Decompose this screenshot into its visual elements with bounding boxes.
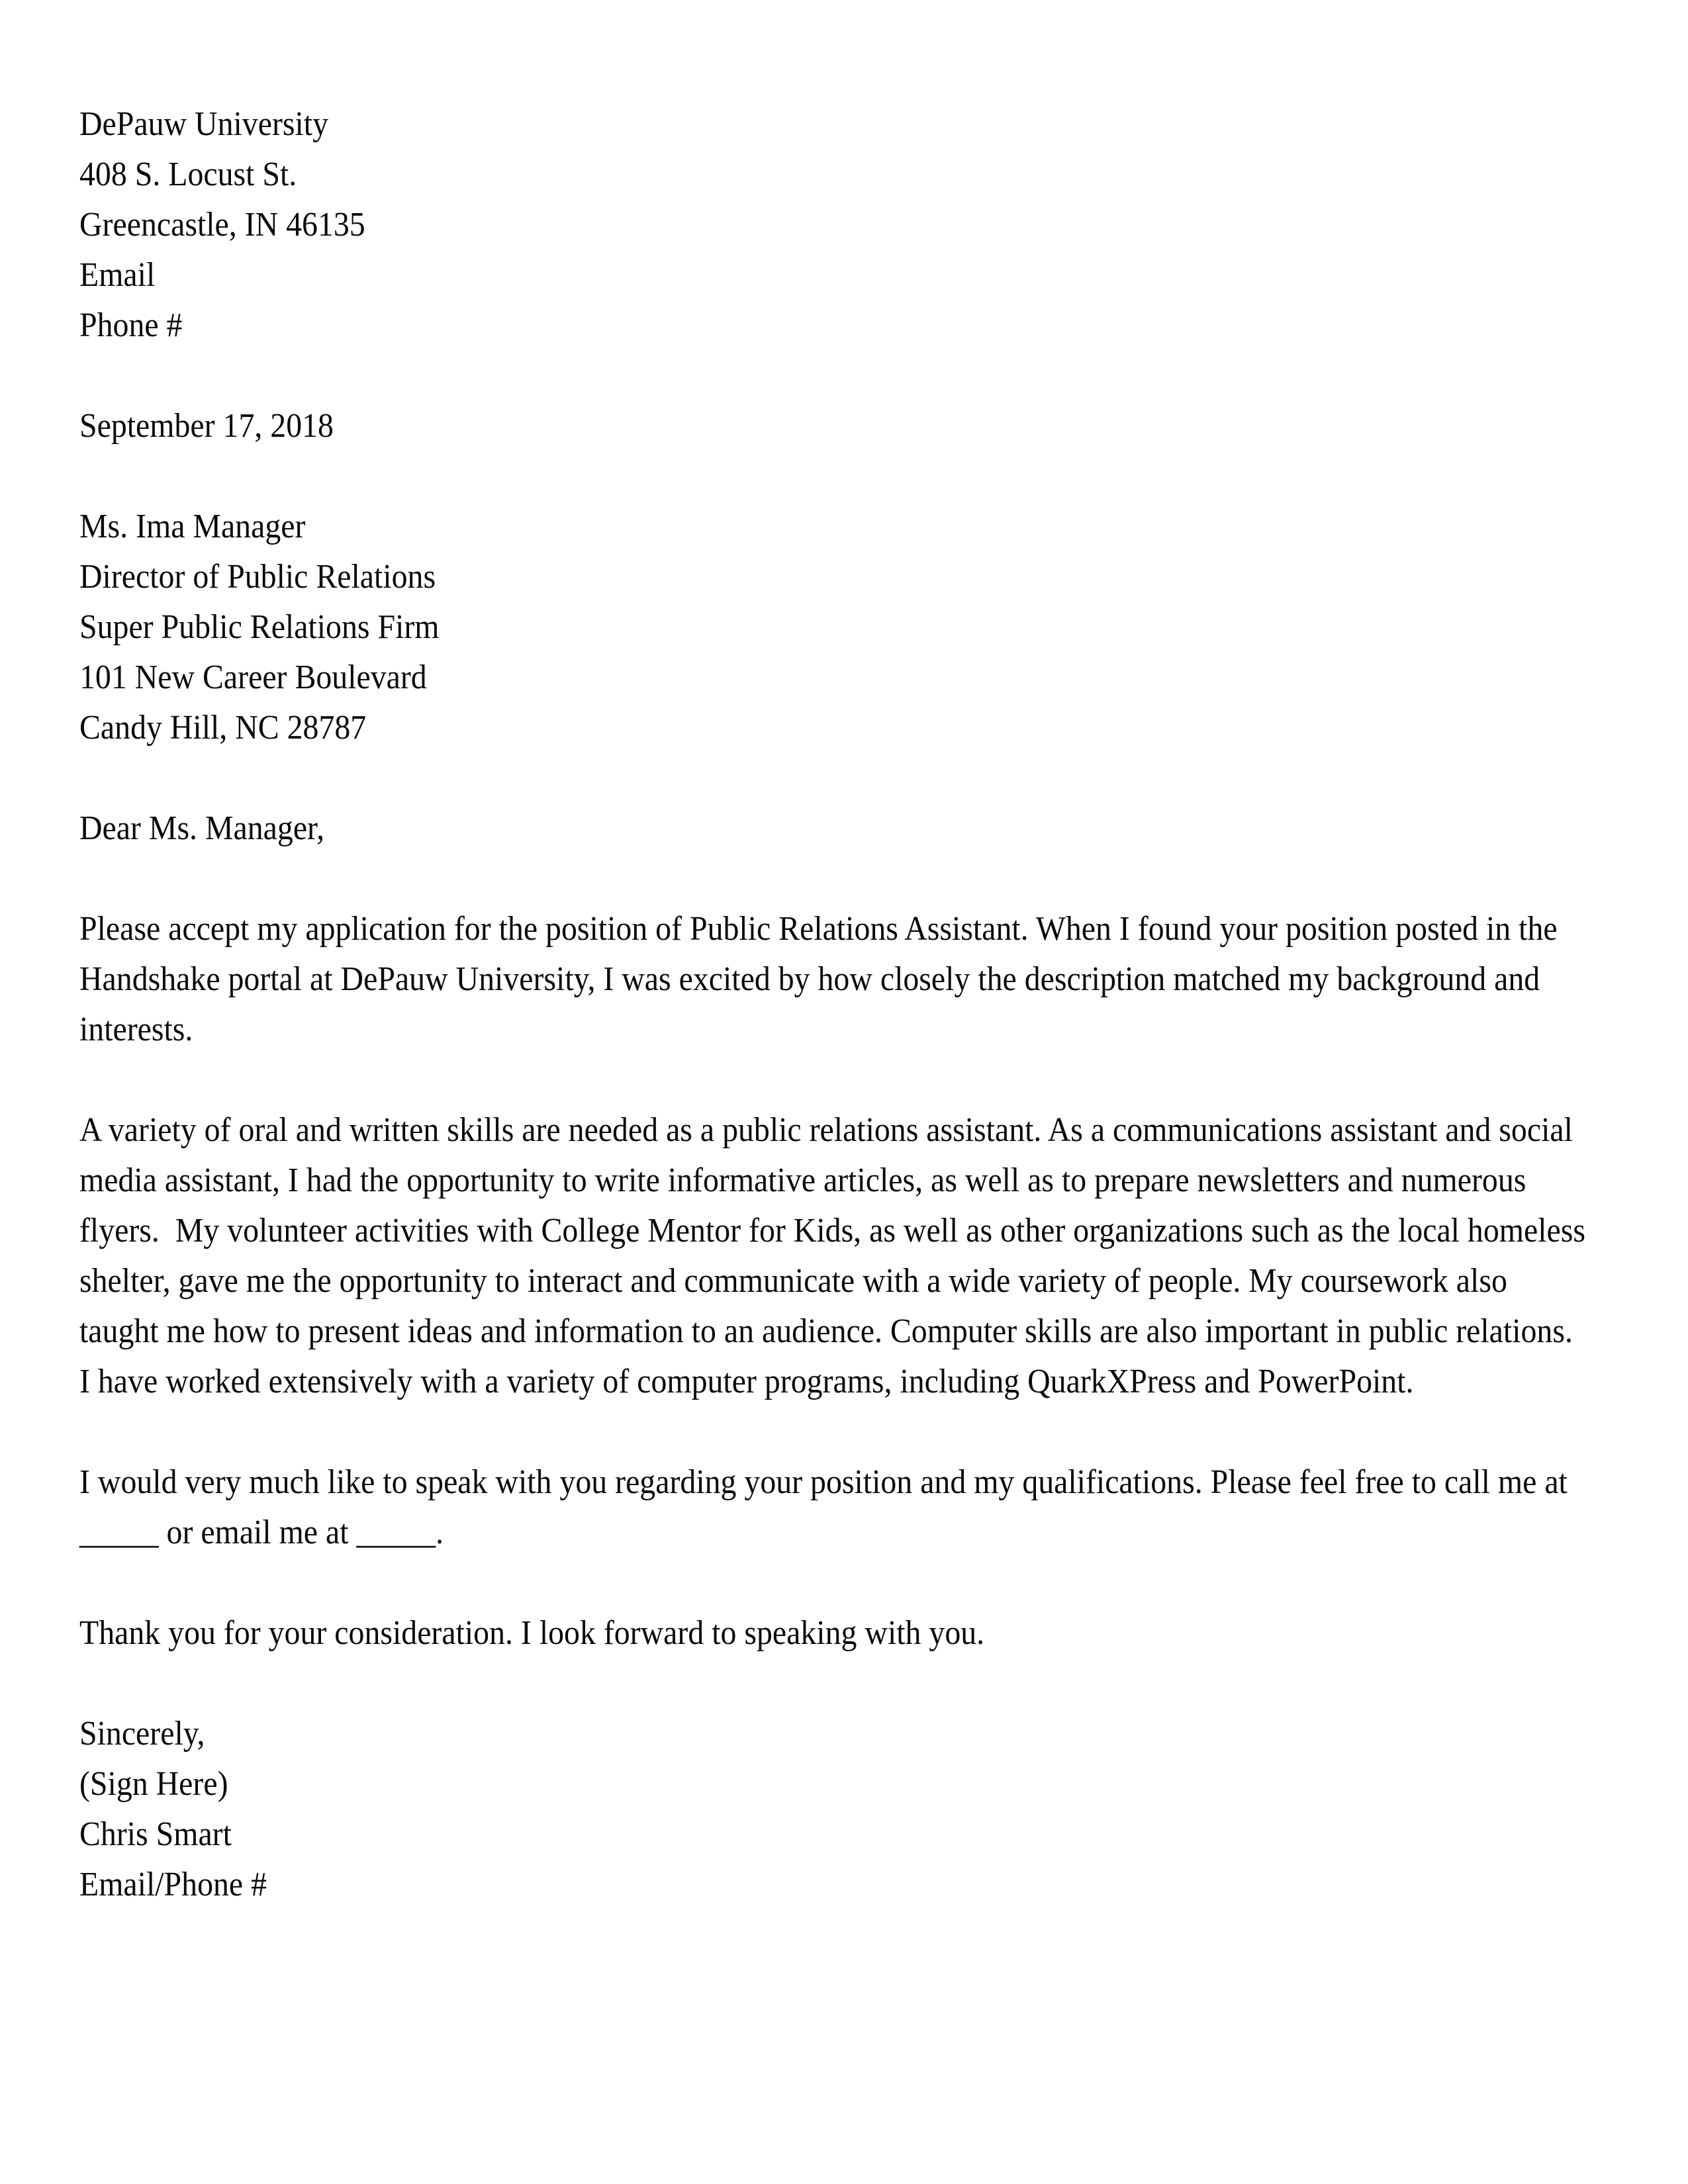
sender-address-line: Phone # <box>79 306 183 344</box>
sender-address-line: Greencastle, IN 46135 <box>79 206 365 244</box>
spacer <box>79 753 1590 803</box>
spacer <box>79 1407 1590 1457</box>
spacer <box>79 854 1590 904</box>
salutation-block <box>79 803 1590 854</box>
body-paragraph: I would very much like to speak with you regarding your position and my qualifications. Please feel free to call me at _____ or email me at _____. <box>79 1463 1575 1551</box>
sender-name: Chris Smart <box>79 1815 232 1853</box>
spacer <box>79 1055 1590 1105</box>
recipient-city-state-zip: Candy Hill, NC 28787 <box>79 709 367 747</box>
recipient-company: Super Public Relations Firm <box>79 608 440 646</box>
spacer <box>79 1659 1590 1709</box>
sender-contact: Email/Phone # <box>79 1866 267 1903</box>
sender-address-line: 408 S. Locust St. <box>79 156 297 193</box>
body-paragraph: A variety of oral and written skills are needed as a public relations assistant. As a communications assistant and social media assistant, I had the opportunity to write informative articles, as well as to prepare newsletters and numerous flyers. My volunteer activities with College Mentor for Kids, as well as other organizations such as the local homeless shelter, gave me the opportunity to interact and communicate with a wide variety of people. My coursework also taught me how to present ideas and information to an audience. Computer skills are also important in public relations. I have worked extensively with a variety of computer programs, including QuarkXPress and PowerPoint. <box>79 1111 1593 1400</box>
letter-body <box>79 99 1593 1910</box>
closing-block <box>79 1709 1590 1910</box>
date-block <box>79 401 1590 451</box>
body-paragraph: Please accept my application for the position of Public Relations Assistant. When I found your position posted in the Handshake portal at DePauw University, I was excited by how closely the description matched my background and interests. <box>79 910 1566 1048</box>
recipient-address-block <box>79 502 1590 753</box>
spacer <box>79 1558 1590 1608</box>
letter-date: September 17, 2018 <box>79 407 334 445</box>
signature-placeholder: (Sign Here) <box>79 1765 228 1803</box>
recipient-name: Ms. Ima Manager <box>79 508 306 545</box>
recipient-title: Director of Public Relations <box>79 558 436 596</box>
sender-address-line: Email <box>79 256 156 294</box>
closing-valediction: Sincerely, <box>79 1715 205 1752</box>
sender-address-block <box>79 99 1590 351</box>
spacer <box>79 451 1590 502</box>
body-paragraph: Thank you for your consideration. I look forward to speaking with you. <box>79 1614 985 1652</box>
salutation: Dear Ms. Manager, <box>79 809 325 847</box>
spacer <box>79 351 1590 401</box>
sender-address-line: DePauw University <box>79 105 329 143</box>
recipient-street: 101 New Career Boulevard <box>79 659 427 696</box>
